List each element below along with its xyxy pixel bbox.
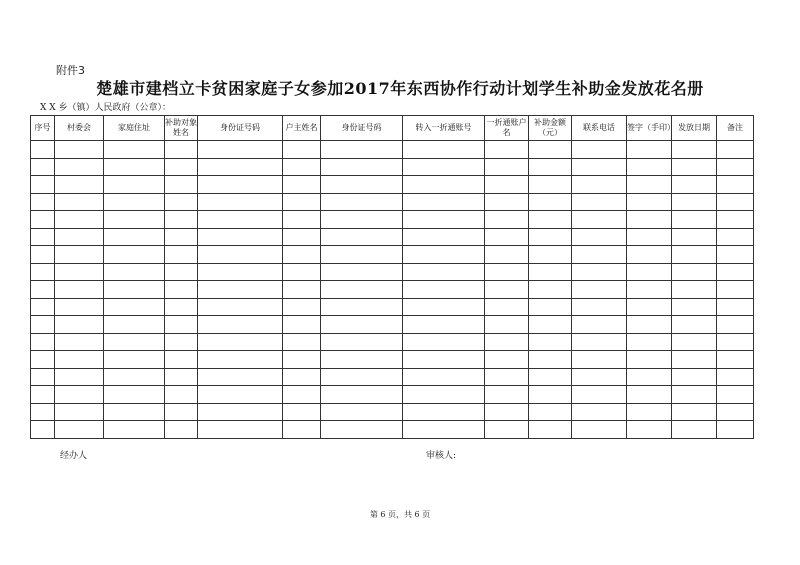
table-cell	[672, 158, 717, 176]
table-cell	[165, 333, 198, 351]
table-cell	[529, 421, 572, 439]
table-cell	[55, 386, 104, 404]
table-cell	[485, 333, 529, 351]
table-cell	[31, 193, 55, 211]
table-cell	[165, 246, 198, 264]
table-cell	[672, 141, 717, 159]
table-cell	[55, 176, 104, 194]
table-cell	[529, 298, 572, 316]
table-cell	[165, 421, 198, 439]
table-cell	[717, 263, 754, 281]
table-row	[31, 246, 754, 264]
table-cell	[403, 421, 485, 439]
table-row	[31, 228, 754, 246]
table-cell	[717, 141, 754, 159]
table-cell	[31, 158, 55, 176]
table-cell	[283, 228, 321, 246]
table-cell	[283, 403, 321, 421]
table-cell	[104, 333, 165, 351]
table-cell	[55, 263, 104, 281]
table-cell	[627, 176, 672, 194]
table-cell	[283, 368, 321, 386]
table-cell	[485, 263, 529, 281]
column-header-householder-name: 户主姓名	[283, 116, 321, 141]
table-cell	[283, 333, 321, 351]
table-cell	[283, 386, 321, 404]
table-cell	[31, 421, 55, 439]
table-cell	[627, 281, 672, 299]
table-cell	[55, 368, 104, 386]
table-cell	[198, 176, 283, 194]
table-cell	[672, 386, 717, 404]
table-cell	[672, 421, 717, 439]
table-cell	[672, 316, 717, 334]
table-cell	[55, 333, 104, 351]
table-cell	[627, 386, 672, 404]
table-cell	[321, 193, 403, 211]
table-cell	[198, 158, 283, 176]
table-cell	[31, 141, 55, 159]
table-cell	[104, 211, 165, 229]
table-cell	[55, 316, 104, 334]
table-cell	[403, 141, 485, 159]
document-title: 楚雄市建档立卡贫困家庭子女参加2017年东西协作行动计划学生补助金发放花名册	[96, 79, 704, 98]
table-cell	[529, 263, 572, 281]
table-cell	[485, 246, 529, 264]
column-header-village-committee: 村委会	[55, 116, 104, 141]
table-cell	[55, 228, 104, 246]
table-cell	[717, 211, 754, 229]
reviewer-label: 审核人:	[426, 451, 457, 461]
table-cell	[55, 158, 104, 176]
table-cell	[104, 263, 165, 281]
column-header-householder-id-number: 身份证号码	[321, 116, 403, 141]
table-cell	[165, 211, 198, 229]
table-cell	[403, 298, 485, 316]
attachment-label: 附件3	[56, 64, 85, 77]
table-header-row	[31, 116, 754, 141]
table-cell	[572, 211, 627, 229]
table-cell	[572, 246, 627, 264]
table-cell	[572, 281, 627, 299]
table-cell	[55, 141, 104, 159]
table-cell	[572, 351, 627, 369]
table-cell	[403, 176, 485, 194]
table-cell	[572, 176, 627, 194]
table-cell	[529, 211, 572, 229]
table-cell	[717, 368, 754, 386]
table-cell	[198, 281, 283, 299]
column-header-signature: 签字（手印）	[627, 116, 672, 141]
table-cell	[627, 246, 672, 264]
table-cell	[165, 281, 198, 299]
table-cell	[572, 403, 627, 421]
table-cell	[283, 193, 321, 211]
table-cell	[529, 333, 572, 351]
table-cell	[198, 403, 283, 421]
table-cell	[321, 228, 403, 246]
table-cell	[403, 263, 485, 281]
table-cell	[55, 281, 104, 299]
table-cell	[529, 316, 572, 334]
table-cell	[165, 298, 198, 316]
table-cell	[717, 316, 754, 334]
table-cell	[165, 176, 198, 194]
table-cell	[627, 158, 672, 176]
table-cell	[485, 141, 529, 159]
table-cell	[321, 298, 403, 316]
table-cell	[104, 386, 165, 404]
table-cell	[627, 403, 672, 421]
table-cell	[485, 351, 529, 369]
table-cell	[198, 228, 283, 246]
table-cell	[403, 281, 485, 299]
table-cell	[717, 403, 754, 421]
table-cell	[627, 368, 672, 386]
table-cell	[283, 298, 321, 316]
table-cell	[627, 228, 672, 246]
table-cell	[672, 368, 717, 386]
table-cell	[55, 193, 104, 211]
table-cell	[165, 158, 198, 176]
column-header-recipient-id-number: 身份证号码	[198, 116, 283, 141]
table-cell	[283, 246, 321, 264]
table-cell	[198, 421, 283, 439]
table-cell	[403, 368, 485, 386]
table-cell	[403, 333, 485, 351]
table-cell	[198, 298, 283, 316]
table-cell	[485, 421, 529, 439]
table-cell	[283, 281, 321, 299]
table-cell	[198, 246, 283, 264]
table-cell	[283, 263, 321, 281]
table-cell	[529, 351, 572, 369]
table-cell	[55, 403, 104, 421]
table-cell	[104, 298, 165, 316]
table-cell	[165, 386, 198, 404]
page-number: 第 6 页，共 6 页	[369, 510, 431, 519]
table-cell	[55, 421, 104, 439]
table-cell	[31, 281, 55, 299]
table-cell	[198, 368, 283, 386]
table-cell	[321, 316, 403, 334]
table-cell	[672, 228, 717, 246]
table-cell	[31, 176, 55, 194]
table-cell	[104, 193, 165, 211]
table-cell	[31, 403, 55, 421]
table-cell	[31, 316, 55, 334]
column-header-transfer-account-number: 转入一折通账号	[403, 116, 485, 141]
table-cell	[104, 351, 165, 369]
column-header-subsidy-amount: 补助金额（元）	[529, 116, 572, 141]
table-cell	[572, 316, 627, 334]
table-cell	[55, 211, 104, 229]
table-cell	[572, 298, 627, 316]
table-cell	[572, 333, 627, 351]
table-cell	[717, 281, 754, 299]
table-cell	[198, 386, 283, 404]
table-cell	[31, 263, 55, 281]
table-cell	[321, 368, 403, 386]
table-cell	[55, 351, 104, 369]
table-cell	[283, 316, 321, 334]
handler-label: 经办人	[60, 451, 88, 461]
table-row	[31, 351, 754, 369]
table-row	[31, 316, 754, 334]
column-header-remarks: 备注	[717, 116, 754, 141]
table-cell	[31, 351, 55, 369]
table-cell	[321, 211, 403, 229]
table-cell	[283, 351, 321, 369]
table-cell	[572, 228, 627, 246]
table-cell	[572, 193, 627, 211]
table-cell	[104, 176, 165, 194]
table-cell	[627, 316, 672, 334]
table-cell	[55, 246, 104, 264]
table-cell	[165, 228, 198, 246]
table-cell	[627, 351, 672, 369]
table-cell	[283, 158, 321, 176]
table-cell	[165, 403, 198, 421]
table-cell	[403, 228, 485, 246]
table-row	[31, 141, 754, 159]
organization-line: X X 乡（镇）人民政府（公章）：	[40, 103, 172, 113]
table-row	[31, 158, 754, 176]
table-cell	[672, 281, 717, 299]
table-row	[31, 176, 754, 194]
table-cell	[529, 368, 572, 386]
table-cell	[31, 211, 55, 229]
table-cell	[627, 211, 672, 229]
table-row	[31, 421, 754, 439]
column-header-serial-number: 序号	[31, 116, 55, 141]
table-row	[31, 403, 754, 421]
table-cell	[485, 386, 529, 404]
table-cell	[627, 263, 672, 281]
table-cell	[104, 246, 165, 264]
table-cell	[283, 176, 321, 194]
table-cell	[717, 298, 754, 316]
table-cell	[672, 211, 717, 229]
table-cell	[321, 158, 403, 176]
table-cell	[198, 211, 283, 229]
table-cell	[198, 263, 283, 281]
table-cell	[717, 421, 754, 439]
table-cell	[672, 263, 717, 281]
table-cell	[198, 316, 283, 334]
table-cell	[572, 368, 627, 386]
table-cell	[321, 141, 403, 159]
table-cell	[529, 228, 572, 246]
table-cell	[403, 158, 485, 176]
table-cell	[403, 403, 485, 421]
table-cell	[31, 333, 55, 351]
table-cell	[321, 263, 403, 281]
table-cell	[529, 193, 572, 211]
table-cell	[529, 246, 572, 264]
table-cell	[403, 193, 485, 211]
table-cell	[31, 368, 55, 386]
table-cell	[529, 386, 572, 404]
table-cell	[403, 316, 485, 334]
table-cell	[485, 228, 529, 246]
table-cell	[627, 141, 672, 159]
table-cell	[31, 386, 55, 404]
column-header-issue-date: 发放日期	[672, 116, 717, 141]
table-cell	[31, 246, 55, 264]
table-cell	[104, 141, 165, 159]
column-header-account-holder-name: 一折通账户名	[485, 116, 529, 141]
table-cell	[572, 158, 627, 176]
table-row	[31, 386, 754, 404]
table-cell	[485, 193, 529, 211]
table-cell	[717, 386, 754, 404]
table-row	[31, 281, 754, 299]
table-cell	[627, 298, 672, 316]
table-cell	[321, 246, 403, 264]
table-cell	[283, 141, 321, 159]
table-cell	[529, 158, 572, 176]
table-cell	[403, 246, 485, 264]
table-cell	[717, 333, 754, 351]
table-row	[31, 193, 754, 211]
table-cell	[672, 176, 717, 194]
table-cell	[572, 386, 627, 404]
table-cell	[572, 421, 627, 439]
table-cell	[198, 351, 283, 369]
table-cell	[403, 386, 485, 404]
table-cell	[104, 403, 165, 421]
table-cell	[31, 298, 55, 316]
table-cell	[321, 421, 403, 439]
column-header-contact-phone: 联系电话	[572, 116, 627, 141]
table-cell	[627, 333, 672, 351]
table-row	[31, 211, 754, 229]
table-cell	[485, 298, 529, 316]
table-cell	[627, 421, 672, 439]
table-cell	[717, 176, 754, 194]
table-cell	[165, 141, 198, 159]
table-cell	[572, 263, 627, 281]
table-cell	[283, 211, 321, 229]
table-cell	[104, 368, 165, 386]
table-cell	[672, 403, 717, 421]
table-cell	[165, 316, 198, 334]
table-cell	[529, 281, 572, 299]
table-cell	[485, 176, 529, 194]
table-cell	[104, 228, 165, 246]
table-cell	[717, 228, 754, 246]
table-cell	[529, 403, 572, 421]
table-cell	[672, 351, 717, 369]
table-cell	[485, 281, 529, 299]
table-cell	[672, 333, 717, 351]
table-cell	[572, 141, 627, 159]
table-cell	[321, 281, 403, 299]
table-cell	[321, 333, 403, 351]
table-cell	[529, 176, 572, 194]
table-row	[31, 368, 754, 386]
table-cell	[104, 421, 165, 439]
table-cell	[321, 176, 403, 194]
table-cell	[529, 141, 572, 159]
table-cell	[165, 351, 198, 369]
table-cell	[321, 386, 403, 404]
table-body	[31, 141, 754, 439]
table-cell	[485, 403, 529, 421]
table-cell	[485, 368, 529, 386]
table-cell	[321, 351, 403, 369]
table-cell	[165, 193, 198, 211]
table-cell	[31, 228, 55, 246]
table-cell	[672, 298, 717, 316]
table-cell	[283, 421, 321, 439]
table-cell	[672, 246, 717, 264]
table-cell	[321, 403, 403, 421]
table-cell	[104, 281, 165, 299]
table-cell	[198, 333, 283, 351]
table-row	[31, 333, 754, 351]
table-cell	[165, 368, 198, 386]
table-row	[31, 263, 754, 281]
table-cell	[485, 158, 529, 176]
student-subsidy-roster-table	[30, 115, 754, 439]
table-cell	[672, 193, 717, 211]
table-cell	[627, 193, 672, 211]
table-cell	[198, 193, 283, 211]
table-cell	[55, 298, 104, 316]
table-row	[31, 298, 754, 316]
column-header-recipient-name: 补助对象姓名	[165, 116, 198, 141]
table-cell	[104, 158, 165, 176]
table-cell	[403, 351, 485, 369]
table-cell	[165, 263, 198, 281]
table-cell	[717, 246, 754, 264]
table-cell	[198, 141, 283, 159]
column-header-home-address: 家庭住址	[104, 116, 165, 141]
table-cell	[717, 158, 754, 176]
table-cell	[403, 211, 485, 229]
table-cell	[485, 211, 529, 229]
table-cell	[485, 316, 529, 334]
table-cell	[717, 193, 754, 211]
table-cell	[104, 316, 165, 334]
table-cell	[717, 351, 754, 369]
